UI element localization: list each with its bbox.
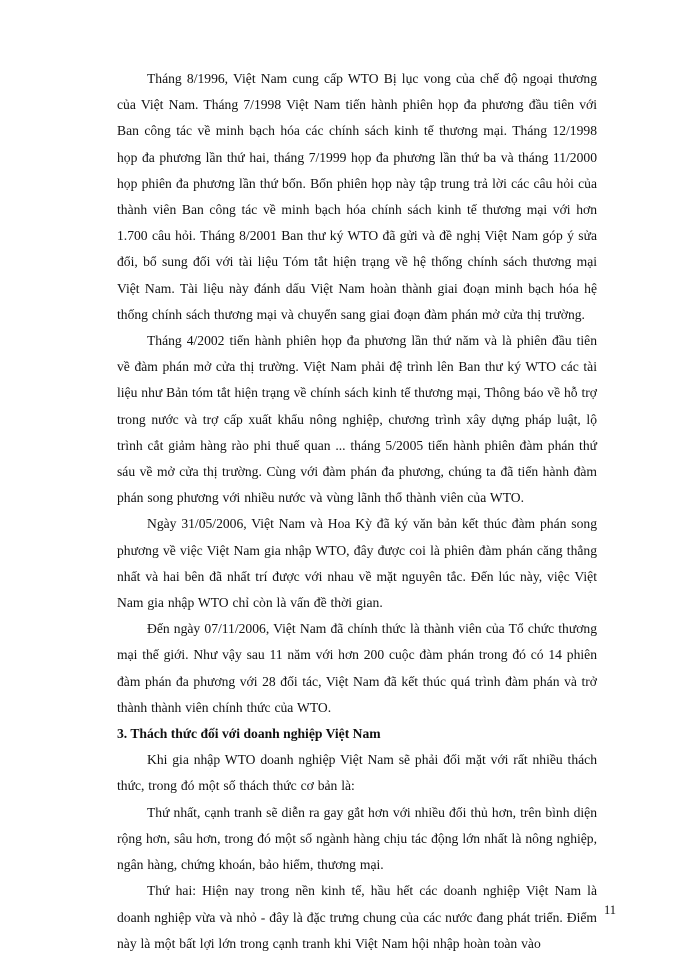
paragraph-4: Đến ngày 07/11/2006, Việt Nam đã chính thức là thành viên của Tổ chức thương mại thế giới. Như vậy sau 11 năm với hơn 200 cuộc đàm phán trong đó có 14 phiên đàm phán đa phương với 28 đối tác, Việt Nam đã kết thúc quá trình đàm phán và trở thành thành viên chính thức của WTO. [117, 621, 597, 715]
section-heading: 3. Thách thức đối với doanh nghiệp Việt Nam [117, 726, 381, 742]
paragraph-6: Thứ nhất, cạnh tranh sẽ diễn ra gay gắt hơn với nhiều đối thủ hơn, trên bình diện rộng hơn, sâu hơn, trong đó một số ngành hàng chịu tác động lớn nhất là nông nghiệp, ngân hàng, chứng khoán, bảo hiểm, thương mại. [117, 804, 597, 873]
paragraph-1: Tháng 8/1996, Việt Nam cung cấp WTO Bị lục vong của chế độ ngoại thương của Việt Nam. Tháng 7/1998 Việt Nam tiến hành phiên họp đa phương đầu tiên với Ban công tác về minh bạch hóa các chính sách kinh tế thương mại. Tháng 12/1998 họp đa phương lần thứ hai, tháng 7/1999 họp đa phương lần thứ ba và tháng 11/2000 họp phiên đa phương lần thứ bốn. Bốn phiên họp này tập trung trả lời các câu hỏi của thành viên Ban công tác về minh bạch hóa chính sách kinh tế thương mại với hơn 1.700 câu hỏi. Tháng 8/2001 Ban thư ký WTO đã gửi và đề nghị Việt Nam góp ý sửa đổi, bổ sung đối với tài liệu Tóm tắt hiện trạng về hệ thống chính sách thương mại Việt Nam. Tài liệu này đánh dấu Việt Nam hoàn thành giai đoạn minh bạch hóa hệ thống chính sách thương mại và chuyển sang giai đoạn đàm phán mở cửa thị trường. [117, 71, 597, 322]
paragraph-2: Tháng 4/2002 tiến hành phiên họp đa phương lần thứ năm và là phiên đầu tiên về đàm phán mở cửa thị trường. Việt Nam phải đệ trình lên Ban thư ký WTO các tài liệu như Bản tóm tắt hiện trạng về chính sách kinh tế thương mại, Thông báo về hỗ trợ trong nước và trợ cấp xuất khẩu nông nghiệp, chương trình xây dựng pháp luật, lộ trình cắt giảm hàng rào phi thuế quan ... tháng 5/2005 tiến hành phiên đàm phán thứ sáu về mở cửa thị trường. Cùng với đàm phán đa phương, chúng ta đã tiến hành đàm phán song phương với nhiều nước và vùng lãnh thổ thành viên của WTO. [117, 333, 597, 506]
paragraph-7: Thứ hai: Hiện nay trong nền kinh tế, hầu hết các doanh nghiệp Việt Nam là doanh nghiệp vừa và nhỏ - đây là đặc trưng chung của các nước đang phát triển. Điểm này là một bất lợi lớn trong cạnh tranh khi Việt Nam hội nhập hoàn toàn vào [117, 883, 597, 951]
paragraph-3: Ngày 31/05/2006, Việt Nam và Hoa Kỳ đã ký văn bản kết thúc đàm phán song phương về việc Việt Nam gia nhập WTO, đây được coi là phiên đàm phán căng thẳng nhất và hai bên đã nhất trí được với nhau về mặt nguyên tắc. Đến lúc này, việc Việt Nam gia nhập WTO chỉ còn là vấn đề thời gian. [117, 516, 597, 611]
paragraph-5: Khi gia nhập WTO doanh nghiệp Việt Nam sẽ phải đối mặt với rất nhiều thách thức, trong đó một số thách thức cơ bản là: [117, 752, 597, 794]
page-number: 11 [604, 903, 617, 917]
page-body [117, 66, 597, 957]
